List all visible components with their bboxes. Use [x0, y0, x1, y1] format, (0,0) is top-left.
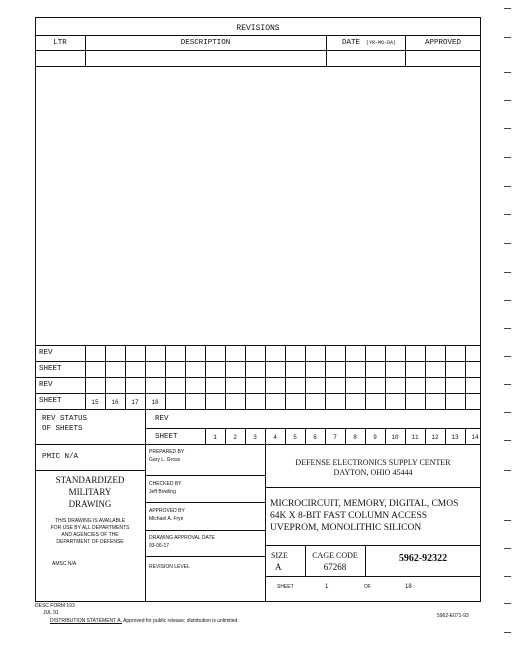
cage-code-label: CAGE CODE [312, 551, 358, 560]
status-sheet-number: 12 [431, 434, 439, 441]
col-approved: APPROVED [424, 39, 461, 47]
availability-line-4: DEPARTMENT OF DEFENSE [56, 539, 124, 545]
col-ltr: LTR [53, 39, 67, 47]
row-sheet-2: SHEET [39, 397, 62, 405]
approved-by-label: APPROVED BY [149, 508, 185, 514]
approval-date-value: 93-06-17 [149, 543, 170, 549]
availability-line-3: AND AGENCIES OF THE [61, 532, 119, 538]
revision-level-label: REVISION LEVEL [149, 564, 190, 570]
document-number: 5962-92322 [398, 553, 448, 564]
row-rev-2: REV [39, 381, 53, 389]
checked-by-name: Jeff Bowling [149, 489, 176, 495]
rev-status-label: REV STATUS [42, 415, 88, 423]
col-description: DESCRIPTION [180, 39, 231, 47]
distribution-statement [50, 619, 239, 624]
status-sheet-number: 5 [293, 434, 297, 441]
cage-code-value: 67268 [323, 562, 347, 572]
status-rev-label: REV [155, 415, 169, 423]
status-sheet-number: 7 [333, 434, 337, 441]
agency-line-2: DAYTON, OHIO 45444 [333, 468, 413, 477]
status-sheet-number: 6 [313, 434, 317, 441]
standardized-line-3: DRAWING [68, 499, 112, 509]
row-sheet-1: SHEET [39, 365, 62, 373]
status-sheet-number: 14 [471, 434, 479, 441]
sheet-cell: 17 [131, 399, 139, 406]
drawing-title-line-1: MICROCIRCUIT, MEMORY, DIGITAL, CMOS [270, 499, 459, 509]
standardized-line-1: STANDARDIZED [55, 475, 125, 485]
approval-date-label: DRAWING APPROVAL DATE [149, 535, 215, 541]
revisions-title: REVISIONS [236, 24, 280, 33]
col-date: DATE [342, 39, 361, 47]
standardized-line-2: MILITARY [68, 487, 112, 497]
amsc: AMSC N/A [52, 561, 77, 567]
distribution-prefix: DISTRIBUTION STATEMENT A. [50, 618, 122, 624]
pmic: PMIC N/A [42, 453, 79, 461]
status-sheet-number: 3 [253, 434, 257, 441]
size-label: SIZE [271, 551, 288, 560]
row-rev-1: REV [39, 349, 53, 357]
availability-line-2: FOR USE BY ALL DEPARTMENTS [50, 525, 130, 531]
sheet-cell: 18 [151, 399, 159, 406]
checked-by-label: CHECKED BY [149, 481, 182, 487]
status-sheet-number: 11 [411, 434, 419, 441]
col-date-format: (YR-MO-DA) [366, 40, 397, 46]
sheet-cell: 15 [91, 399, 99, 406]
document-code: 5962-E071-93 [437, 613, 469, 619]
prepared-by-label: PREPARED BY [149, 449, 185, 455]
drawing-title-line-2: 64K X 8-BIT FAST COLUMN ACCESS [270, 511, 428, 521]
approved-by-name: Michael A. Frye [149, 516, 184, 522]
sheet-label: SHEET [277, 584, 294, 590]
of-value: 18 [405, 584, 412, 590]
status-sheet-number: 8 [353, 434, 357, 441]
drawing-title-line-3: UVEPROM, MONOLITHIC SILICON [270, 523, 422, 533]
status-sheet-number: 4 [273, 434, 277, 441]
size-value: A [275, 562, 282, 572]
status-sheet-number: 2 [233, 434, 237, 441]
status-sheet-number: 13 [451, 434, 459, 441]
status-sheet-number: 10 [391, 434, 399, 441]
status-sheet-label: SHEET [155, 433, 178, 441]
availability-line-1: THIS DRAWING IS AVAILABLE [54, 518, 126, 524]
sheet-value: 1 [325, 584, 329, 590]
status-sheet-number: 1 [213, 434, 217, 441]
form-date: JUL 91 [43, 610, 59, 616]
of-label: OF [364, 584, 371, 590]
rev-status-label-2: OF SHEETS [42, 425, 83, 433]
form-number: DESC FORM 193 [35, 603, 75, 609]
status-sheet-number: 9 [373, 434, 377, 441]
prepared-by-name: Gary L. Gross [149, 457, 181, 463]
distribution-text: Approved for public release; distribution is unlimited. [121, 618, 239, 624]
sheet-cell: 16 [111, 399, 119, 406]
agency-line-1: DEFENSE ELECTRONICS SUPPLY CENTER [295, 458, 451, 467]
